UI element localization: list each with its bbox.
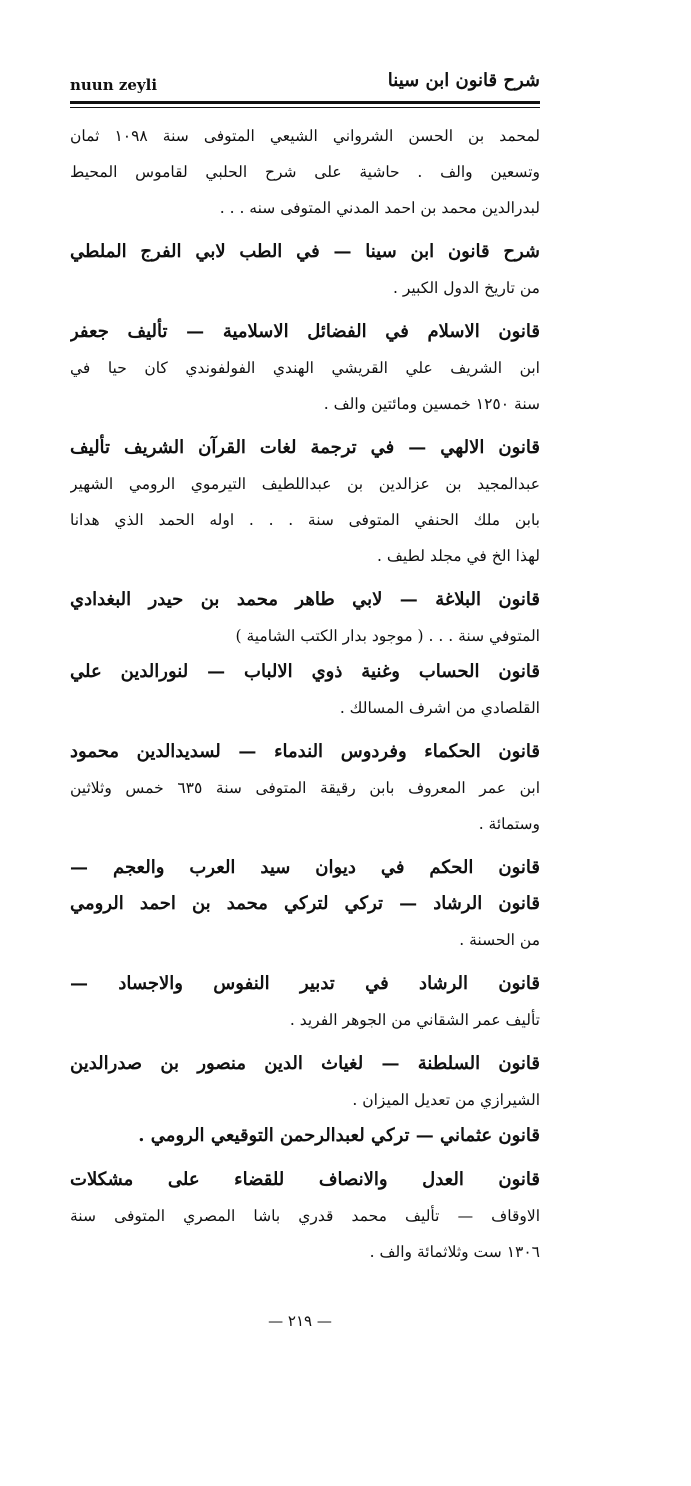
page-number: — ٢١٩ — (268, 1312, 332, 1330)
entry-heading-line: قانون الحكم في ديوان سيد العرب والعجم — (70, 857, 540, 878)
text-line: من تاريخ الدول الكبير . (393, 279, 540, 297)
page-header (70, 70, 540, 100)
text-line: ابن عمر المعروف بابن رقيقة المتوفى سنة ٦٣٥ خمس وثلاثين (70, 779, 540, 797)
entry-heading-line: قانون الرشاد في تدبير النفوس والاجساد — (70, 973, 540, 994)
text-line: وتسعين والف . حاشية على شرح الحلبي لقاموس المحيط (70, 163, 540, 181)
text-line: القلصادي من اشرف المسالك . (339, 699, 540, 717)
header-latin-title: nuun zeyli (70, 76, 158, 94)
text-line: وستمائة . (478, 815, 540, 833)
text-line: ابن الشريف علي القريشي الهندي الفولفوندي كان حيا في (70, 359, 540, 377)
text-line: ١٣٠٦ ست وثلاثمائة والف . (369, 1243, 540, 1261)
entry-heading-line: قانون الحكماء وفردوس الندماء — لسديدالدين محمود (70, 741, 540, 762)
entry-heading-line: قانون البلاغة — لابي طاهر محمد بن حيدر البغدادي (70, 589, 540, 610)
text-line: الشيرازي من تعديل الميزان . (352, 1091, 540, 1109)
entry-heading-line: قانون السلطنة — لغياث الدين منصور بن صدرالدين (70, 1053, 540, 1074)
entry-heading-line: شرح قانون ابن سينا — في الطب لابي الفرج الملطي (70, 241, 540, 262)
text-line: سنة ١٢٥٠ خمسين ومائتين والف . (323, 395, 540, 413)
text-line: من الحسنة . (459, 931, 540, 949)
header-rule-thin (70, 107, 540, 108)
entry-heading-line: قانون الحساب وغنية ذوي الالباب — لنورالدين علي (70, 661, 540, 682)
text-line: الاوقاف — تأليف محمد قدري باشا المصري المتوفى سنة (70, 1207, 540, 1225)
text-line: تأليف عمر الشقاني من الجوهر الفريد . (289, 1011, 540, 1029)
text-line: المتوفي سنة . . . ( موجود بدار الكتب الشامية ) (235, 627, 540, 645)
entry-heading-line: قانون العدل والانصاف للقضاء على مشكلات (70, 1169, 540, 1190)
text-line: بابن ملك الحنفي المتوفى سنة . . . اوله الحمد الذي هدانا (70, 511, 540, 529)
text-line: لمحمد بن الحسن الشرواني الشيعي المتوفى سنة ١٠٩٨ ثمان (70, 127, 540, 145)
entries-text (70, 118, 540, 1270)
text-line: عبدالمجيد بن عزالدين بن عبداللطيف التيرموي الرومي الشهير (70, 475, 540, 493)
text-line: لهذا الخ في مجلد لطيف . (377, 547, 540, 565)
header-arabic-title: شرح قانون ابن سينا (387, 70, 540, 91)
entry-heading-line: قانون الالهي — في ترجمة لغات القرآن الشريف تأليف (70, 437, 540, 458)
entry-heading-line: قانون الاسلام في الفضائل الاسلامية — تأليف جعفر (70, 321, 540, 342)
entry-heading-line: قانون الرشاد — تركي لتركي محمد بن احمد الرومي (70, 893, 540, 914)
text-line: لبدرالدين محمد بن احمد المدني المتوفى سنه . . . (219, 199, 540, 217)
entry-heading-line: قانون عثماني — تركي لعبدالرحمن التوقيعي الرومي . (138, 1125, 540, 1146)
header-rule-thick (70, 101, 540, 104)
